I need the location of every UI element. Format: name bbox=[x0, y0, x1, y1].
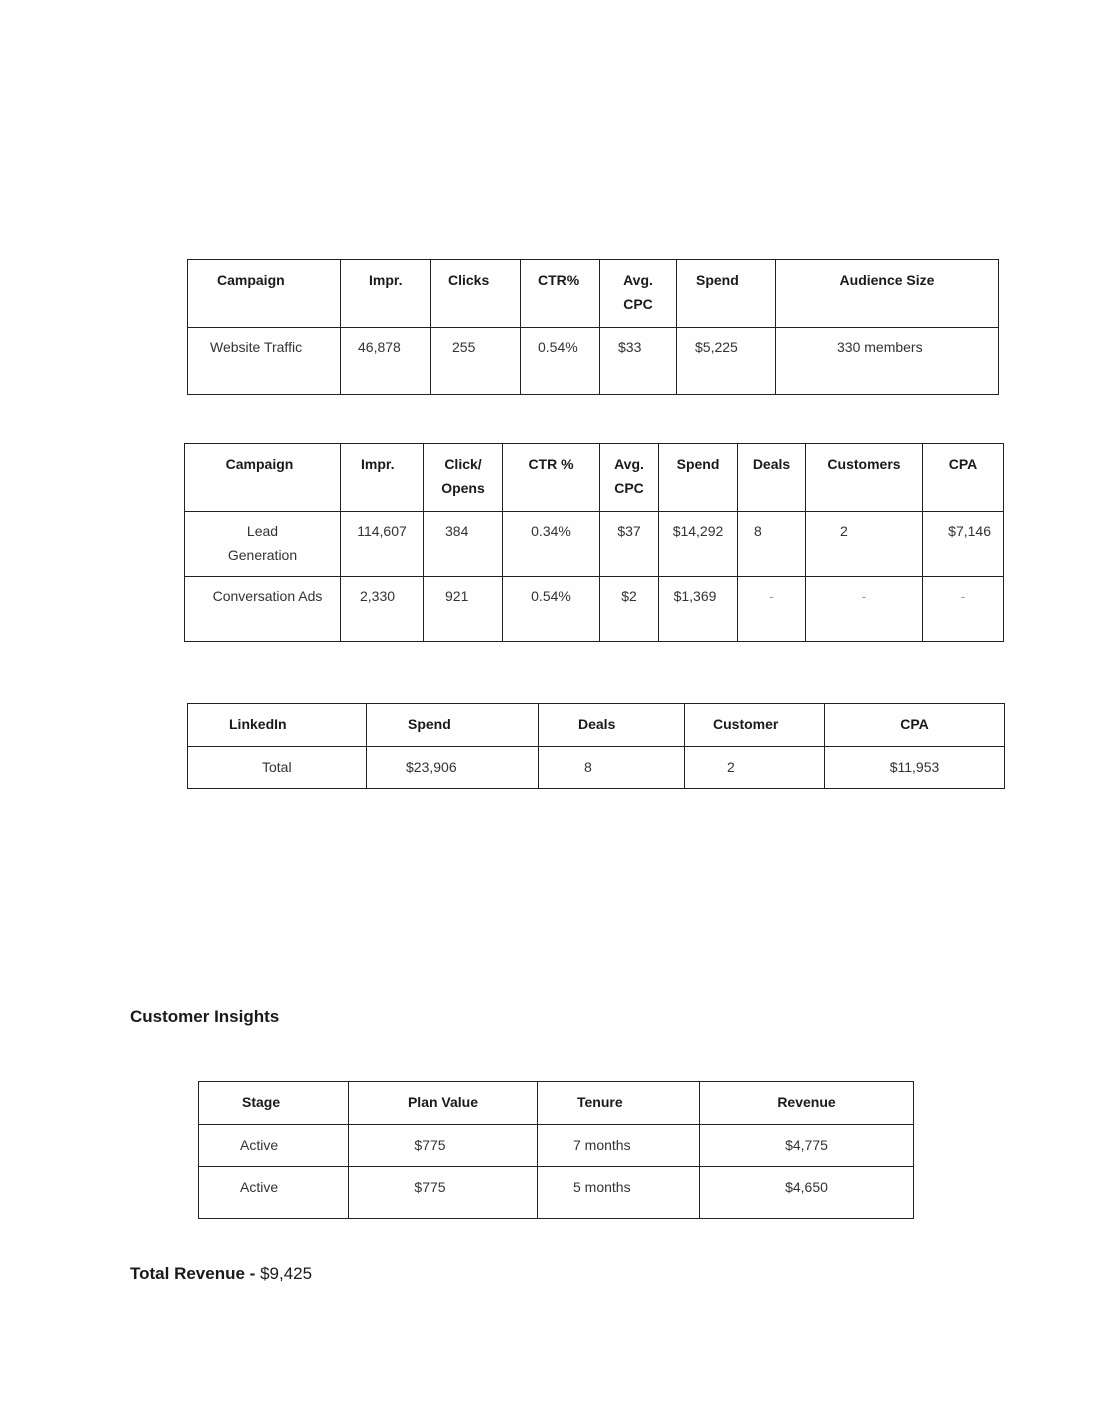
total-revenue-label: Total Revenue - bbox=[130, 1264, 256, 1283]
table-cell: $14,292 bbox=[659, 512, 738, 577]
header-cell: LinkedIn bbox=[188, 704, 367, 747]
header-cell: CTR % bbox=[503, 444, 600, 512]
header-cell: Avg. CPC bbox=[600, 444, 659, 512]
table-cell: 114,607 bbox=[341, 512, 424, 577]
table-cell: $775 bbox=[349, 1167, 538, 1219]
table-cell: 2 bbox=[806, 512, 923, 577]
table-header-row bbox=[185, 444, 1004, 512]
header-cell: Deals bbox=[539, 704, 685, 747]
header-cell: Audience Size bbox=[776, 260, 999, 328]
table-row bbox=[185, 512, 1004, 577]
website-traffic-table bbox=[187, 259, 999, 395]
table-cell: 330 members bbox=[776, 328, 999, 395]
table-cell: $1,369 bbox=[659, 577, 738, 642]
table-cell: - bbox=[806, 577, 923, 642]
table-cell: 921 bbox=[424, 577, 503, 642]
header-cell: Campaign bbox=[185, 444, 341, 512]
header-cell: Revenue bbox=[700, 1082, 914, 1125]
table-row bbox=[199, 1125, 914, 1167]
table-cell: 384 bbox=[424, 512, 503, 577]
table-cell: Active bbox=[199, 1167, 349, 1219]
table-cell: 255 bbox=[431, 328, 521, 395]
header-cell: Spend bbox=[659, 444, 738, 512]
customer-insights-table bbox=[198, 1081, 914, 1219]
table-cell: $5,225 bbox=[677, 328, 776, 395]
header-cell: Clicks bbox=[431, 260, 521, 328]
header-cell: Stage bbox=[199, 1082, 349, 1125]
table-cell: Active bbox=[199, 1125, 349, 1167]
header-cell: Avg. CPC bbox=[600, 260, 677, 328]
header-cell: Spend bbox=[677, 260, 776, 328]
header-cell: Click/ Opens bbox=[424, 444, 503, 512]
total-revenue-value: $9,425 bbox=[260, 1264, 313, 1283]
table-row bbox=[199, 1167, 914, 1219]
table-row bbox=[188, 747, 1005, 789]
table-cell: - bbox=[738, 577, 806, 642]
header-cell: Spend bbox=[367, 704, 539, 747]
header-cell: Campaign bbox=[188, 260, 341, 328]
total-revenue bbox=[130, 1264, 312, 1284]
table-cell: 8 bbox=[539, 747, 685, 789]
table-cell: 2 bbox=[685, 747, 825, 789]
table-cell: $4,650 bbox=[700, 1167, 914, 1219]
table-cell: Conversation Ads bbox=[185, 577, 341, 642]
table-cell: 8 bbox=[738, 512, 806, 577]
table-header-row bbox=[188, 704, 1005, 747]
header-cell: Customer bbox=[685, 704, 825, 747]
lead-generation-table bbox=[184, 443, 1004, 642]
header-cell: Impr. bbox=[341, 444, 424, 512]
table-cell: $33 bbox=[600, 328, 677, 395]
table-cell: $23,906 bbox=[367, 747, 539, 789]
table-cell: $7,146 bbox=[923, 512, 1004, 577]
section-title-customer-insights: Customer Insights bbox=[130, 1007, 280, 1026]
table-cell: Lead Generation bbox=[185, 512, 341, 577]
table-cell: Total bbox=[188, 747, 367, 789]
table-cell: 0.54% bbox=[503, 577, 600, 642]
table-cell: 0.34% bbox=[503, 512, 600, 577]
header-cell: Impr. bbox=[341, 260, 431, 328]
linkedin-total-table bbox=[187, 703, 1005, 789]
table-cell: $37 bbox=[600, 512, 659, 577]
header-cell: Customers bbox=[806, 444, 923, 512]
table-cell: Website Traffic bbox=[188, 328, 341, 395]
header-cell: CPA bbox=[825, 704, 1005, 747]
table-cell: 2,330 bbox=[341, 577, 424, 642]
table-row bbox=[188, 328, 999, 395]
table-cell: $775 bbox=[349, 1125, 538, 1167]
header-cell: Tenure bbox=[538, 1082, 700, 1125]
table-cell: 46,878 bbox=[341, 328, 431, 395]
table-cell: 0.54% bbox=[521, 328, 600, 395]
table-header-row bbox=[199, 1082, 914, 1125]
header-cell: Plan Value bbox=[349, 1082, 538, 1125]
header-cell: CPA bbox=[923, 444, 1004, 512]
header-cell: Deals bbox=[738, 444, 806, 512]
table-cell: $4,775 bbox=[700, 1125, 914, 1167]
table-row bbox=[185, 577, 1004, 642]
table-cell: 7 months bbox=[538, 1125, 700, 1167]
table-cell: - bbox=[923, 577, 1004, 642]
table-header-row bbox=[188, 260, 999, 328]
header-cell: CTR% bbox=[521, 260, 600, 328]
table-cell: $11,953 bbox=[825, 747, 1005, 789]
table-cell: 5 months bbox=[538, 1167, 700, 1219]
table-cell: $2 bbox=[600, 577, 659, 642]
